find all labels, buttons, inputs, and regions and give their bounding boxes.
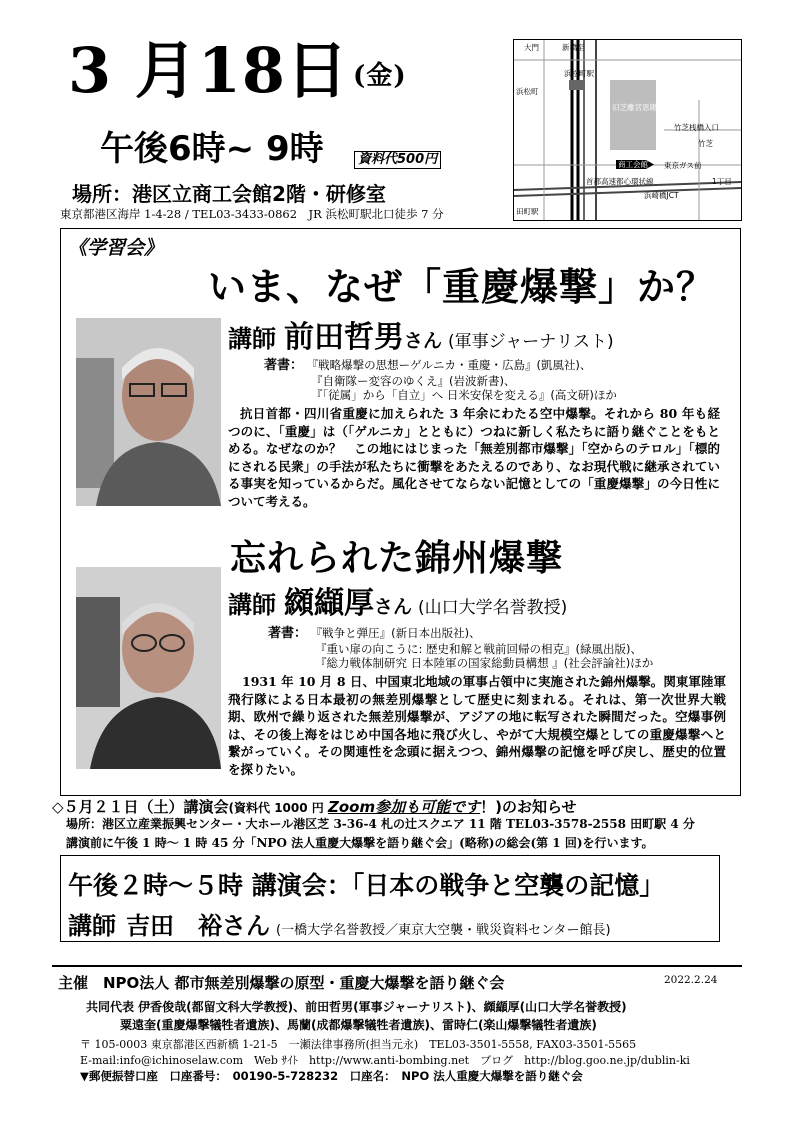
map-label: 竹芝桟橋入口: [674, 123, 719, 132]
map-label: 浜松町: [516, 87, 539, 96]
map-label: 旧芝離宮恩賜庭園: [612, 103, 672, 112]
study-session-tag: 《学習会》: [68, 237, 164, 259]
map-label: 首都高速都心環状線: [586, 177, 654, 186]
map-label: 竹芝: [698, 139, 713, 148]
works-line: [268, 626, 653, 642]
map-label: 1丁目: [712, 177, 732, 186]
lecturer1-line: [228, 312, 614, 356]
study-session-title-2: 忘れられた錦州爆撃: [230, 538, 564, 579]
map-label: 浜崎橋JCT: [644, 191, 679, 200]
work-title: 『自衛隊ー変容のゆくえ』(岩波新書)、: [311, 373, 516, 388]
lecturer2-line: [228, 578, 567, 622]
work-title: 『「従属」から「自立」へ 日米安保を変える』(高文研)ほか: [311, 388, 617, 402]
works-label: 著書：: [268, 626, 308, 641]
fee-badge: 資料代500円: [354, 151, 441, 169]
event-date-text: 3 月18日: [68, 34, 350, 107]
notice-headline: [52, 796, 577, 817]
map-label: 新橋至: [562, 43, 585, 52]
works-label: 著書：: [264, 358, 304, 373]
lecturer2-honorific: さん: [374, 596, 413, 618]
map-label: 田町駅: [516, 207, 539, 216]
person-photo-icon: [76, 318, 221, 506]
work-title: 『戦略爆撃の思想ーゲルニカ・重慶・広島』(凱風社)、: [306, 358, 592, 372]
notice-suffix: ！)のお知らせ: [480, 798, 577, 816]
event-date: [68, 34, 407, 107]
map-label: 大門: [524, 43, 539, 52]
notice-date: ◇５月２１日（土）講演会: [52, 798, 229, 816]
lecturer2-photo: [76, 567, 221, 769]
organizer: 主催 NPO法人 都市無差別爆撃の原型・重慶大爆撃を語り継ぐ会: [58, 974, 505, 992]
station-marker: [569, 80, 583, 90]
representatives-line-1: 共同代表 伊香俊哉(都留文科大学教授)、前田哲男(軍事ジャーナリスト)、纐纈厚(山口大学名誉教授): [86, 1000, 627, 1014]
notice-fee: (資料代 1000 円: [228, 801, 328, 815]
lecture-name: 吉田 裕さん: [126, 912, 270, 940]
lecture-role: 講師: [68, 912, 116, 940]
person-photo-icon: [76, 567, 221, 769]
venue-address: 東京都港区海岸 1-4-28 / TEL03-3433-0862 JR 浜松町駅北口徒歩 7 分: [60, 207, 444, 221]
work-title: 『重い扉の向こうに: 歴史和解と戦前回帰の相克』(緑風出版)、: [315, 641, 642, 656]
notice-meeting: 講演前に午後 1 時～ 1 時 45 分「NPO 法人重慶大爆撃を語り継ぐ会」(略称)の総会(第 1 回)を行います。: [66, 836, 654, 850]
lecturer1-role: 講師: [228, 325, 276, 353]
venue-map: [513, 39, 742, 221]
contact-address: 〒 105-0003 東京都港区西新橋 1-21-5 一瀬法律事務所(担当元永) TEL03-3501-5558, FAX03-3501-5565: [80, 1038, 637, 1051]
map-label: 浜松町駅: [564, 69, 594, 78]
issue-date: 2022.2.24: [664, 974, 718, 986]
lecture-affiliation: (一橋大学名誉教授／東京大空襲・戦災資料センター館長): [276, 923, 611, 938]
lecturer1-photo: [76, 318, 221, 506]
day-of-week: (金): [353, 61, 407, 91]
lecturer2-affiliation: (山口大学名誉教授): [418, 598, 568, 618]
notice-venue: 場所：港区立産業振興センター・大ホール港区芝 3-36-4 札の辻スクエア 11 階 TEL03-3578-2558 田町駅 4 分: [66, 817, 695, 831]
footer-divider: [52, 965, 742, 967]
lecturer2-works: [268, 626, 653, 671]
lecture-title: 午後２時～５時 講演会：「日本の戦争と空襲の記憶」: [68, 871, 665, 900]
venue-line: 場所：港区立商工会館2階・研修室: [72, 182, 386, 206]
work-title: 『総力戦体制研究 日本陸軍の国家総動員構想 』(社会評論社)ほか: [315, 656, 654, 670]
map-label: 東京ガス前: [664, 161, 702, 170]
lecture-lecturer: [68, 906, 611, 941]
lecturer2-role: 講師: [228, 591, 276, 619]
lecturer2-description: 1931 年 10 月 8 日、中国東北地域の軍事占領中に実施された錦州爆撃。関東軍陸軍飛行隊による日本最初の無差別爆撃として歴史に刻まれる。それは、第一次世界大戦期、欧州で繰り返された無差別爆撃が、アジアの地に転写された瞬間だった。空爆事例は、その後上海をはじめ中国各地に飛び火し、やがて大規模空爆としての重慶爆撃へと繋がっていく。その関連性を念頭に据えつつ、錦州爆撃の記憶を呼び戻し、歴史的位置を探りたい。: [228, 674, 726, 777]
garden-area: [610, 80, 656, 150]
event-time: 午後6時~ 9時: [100, 129, 324, 169]
contact-web: E-mail:info@ichinoselaw.com Web ｻｲﾄ http://www.anti-bombing.net ブログ http://blog.goo.ne.jp/dublin-ki: [80, 1054, 690, 1067]
lecturer2-name: 纐纈厚: [284, 586, 374, 621]
representatives-line-2: 粟遠奎(重慶爆撃犠牲者遺族)、馬蘭(成都爆撃犠牲者遺族)、雷時仁(楽山爆撃犠牲者遺族): [120, 1018, 597, 1032]
lecturer1-name: 前田哲男: [284, 320, 404, 355]
works-line: [264, 358, 617, 374]
lecturer1-affiliation: (軍事ジャーナリスト): [448, 332, 614, 352]
postal-account: ▼郵便振替口座 口座番号： 00190-5-728232 口座名： NPO 法人重慶大爆撃を語り継ぐ会: [80, 1069, 583, 1083]
map-label: 商工会館: [618, 160, 648, 169]
lecturer1-description: 抗日首都・四川省重慶に加えられた 3 年余にわたる空中爆撃。それから 80 年も経つのに、「重慶」は（「ゲルニカ」とともに）つねに新しく私たちに語り継ぐことをもとめる。なぜなのか？ この地にはじまった「無差別都市爆撃」「空からのテロル」「標的にされる民衆」の手法が私たちに衝撃をあたえるのであり、なお現代戦に継承されている事実を知っているからだ。風化させてならない記憶としての「重慶爆撃」の今日性について考える。: [228, 406, 720, 509]
lecturer1-works: [264, 358, 617, 403]
study-session-title: いま、なぜ「重慶爆撃」か？: [208, 265, 716, 309]
work-title: 『戦争と弾圧』(新日本出版社)、: [310, 626, 481, 640]
zoom-note: Zoom参加も可能です: [327, 798, 481, 816]
lecturer1-honorific: さん: [404, 330, 443, 352]
